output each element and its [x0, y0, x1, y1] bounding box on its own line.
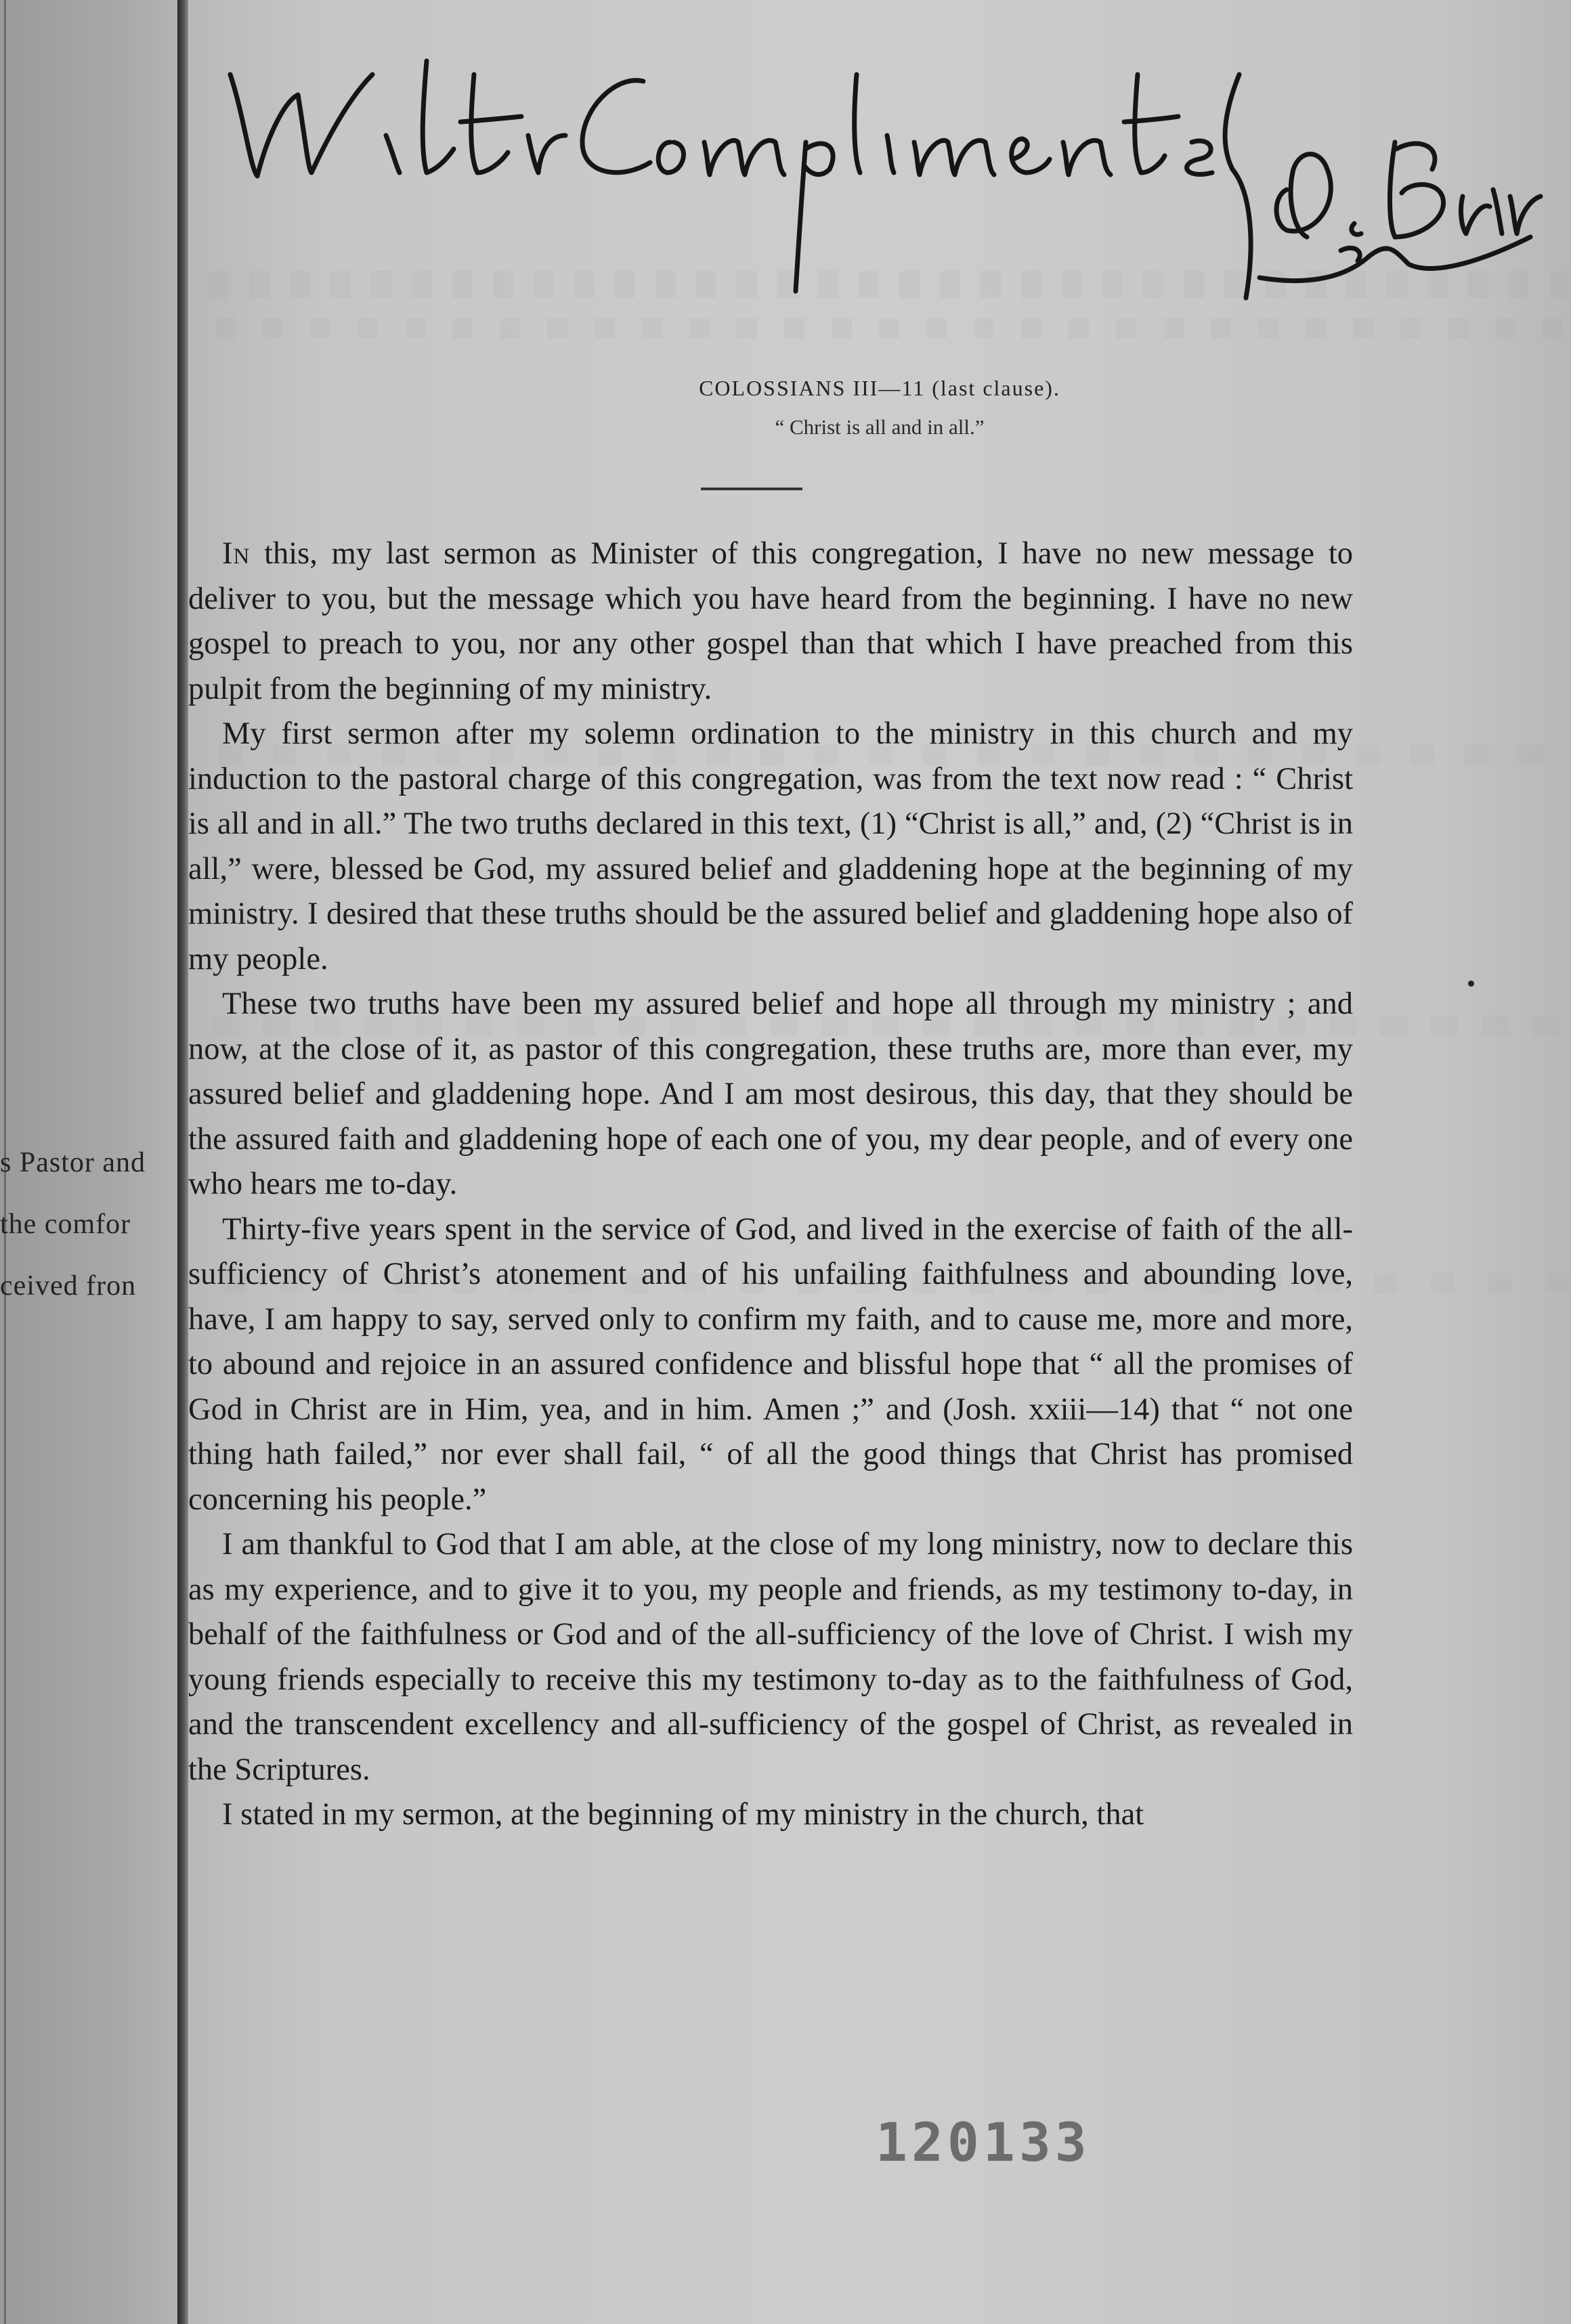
paragraph: Thirty-five years spent in the service of God, and lived in the exercise of faith of the all-sufficiency of Christ’s atonement and of his unfailing faithfulness and abounding love, have, I am happy to say, served only to confirm my faith, and to cause me, more and more, to abound and rejoice in an assured confidence and blissful hope that “ all the promises of God in Christ are in Him, yea, and in him. Amen ;” and (Josh. xxiii—14) that “ not one thing hath failed,” nor ever shall fail, “ of all the good things that Christ has promised concerning his people.”	[188, 1211, 1353, 1517]
scripture-quote: “ Christ is all and in all.”	[775, 415, 985, 439]
facing-page-fragments	[0, 1132, 177, 1317]
paragraph: I stated in my sermon, at the beginning of my ministry in the church, that	[222, 1797, 1144, 1832]
drop-word: In	[222, 536, 251, 571]
signature-graphic	[203, 34, 1544, 318]
paragraph: I am thankful to God that I am able, at the close of my long ministry, now to declare this as my experience, and to give it to you, my people and friends, as my testimony to-day, in behalf of the faithfulness or God and of the all-sufficiency of the love of Christ. I wish my young friends especially to receive this my testimony to-day as to the faithfulness of God, and the transcendent excellency and all-sufficiency of the gospel of Christ, as revealed in the Scriptures.	[188, 1527, 1353, 1787]
margin-fragment: ceived fron	[0, 1270, 137, 1301]
show-through	[188, 318, 1571, 339]
paragraph: These two truths have been my assured belief and hope all through my ministry ; and now, at the close of it, as pastor of this congregation, these truths are, more than ever, my assured belief and gladdening hope. And I am most desirous, this day, that they should be the assured faith and gladdening hope of each one of you, my dear people, and of every one who hears me to-day.	[188, 987, 1353, 1201]
heading-rule	[701, 488, 802, 490]
sermon-body	[188, 532, 1353, 1838]
sermon-page	[188, 0, 1571, 2324]
ink-speck	[1468, 981, 1474, 987]
catalog-number: 120133	[876, 2113, 1091, 2174]
paragraph-text: this, my last sermon as Minister of this congregation, I have no new message to deliver to you, but the message which you have heard from the beginning. I have no new gospel to preach to you, nor any other gospel than that which I have preached from this pulpit from the beginning of my ministry.	[188, 536, 1353, 706]
paragraph	[188, 532, 1353, 712]
margin-fragment: the comfor	[0, 1209, 131, 1240]
handwritten-inscription	[203, 34, 1544, 318]
binding-spine	[177, 0, 188, 2324]
facing-page-edge	[0, 0, 177, 2324]
paragraph: My first sermon after my solemn ordination to the ministry in this church and my induction to the pastoral charge of this congregation, was from the text now read : “ Christ is all and in all.” The two truths declared in this text, (1) “Christ is all,” and, (2) “Christ is in all,” were, blessed be God, my assured belief and gladdening hope at the beginning of my ministry. I desired that these truths should be the assured belief and gladdening hope also of my people.	[188, 716, 1353, 976]
scripture-reference: COLOSSIANS III—11 (last clause).	[699, 376, 1060, 400]
margin-fragment: s Pastor and	[0, 1147, 146, 1178]
